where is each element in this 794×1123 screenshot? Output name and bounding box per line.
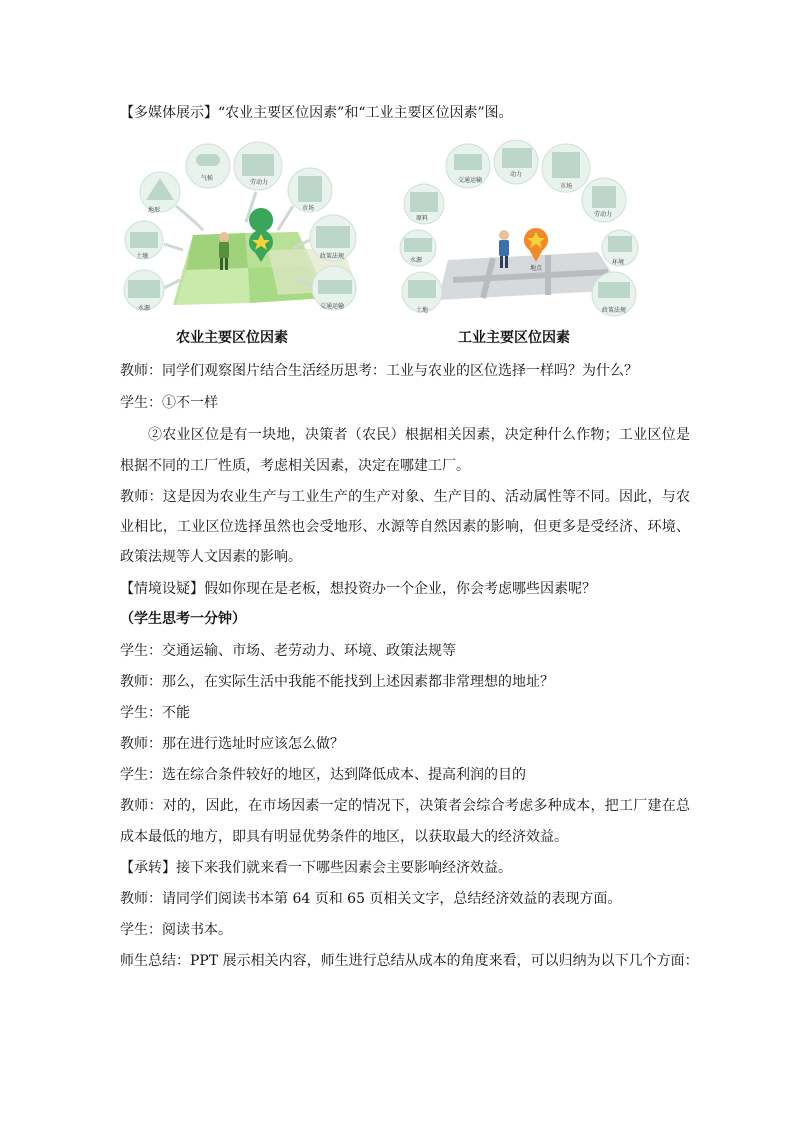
indu-label-policy: 政策法规: [602, 307, 627, 314]
indu-label-land: 土地: [416, 307, 429, 314]
line-teacher-2: 教师：这是因为农业生产与工业生产的生产对象、生产目的、活动属性等不同。因此，与农业相比，工业区位选择虽然也会受地形、水源等自然因素的影响，但更多是受经济、环境、政策法规等人文因素的影响。: [120, 489, 690, 565]
agri-label-soil: 土壤: [136, 253, 149, 260]
transition-bracket: 【承转】: [120, 860, 176, 876]
agri-label-water: 水源: [138, 305, 151, 312]
agriculture-illustration: [118, 140, 378, 320]
line-think: （学生思考一分钟）: [120, 611, 246, 627]
agriculture-caption: 农业主要区位因素: [176, 330, 288, 346]
line-teacher-4: 教师：那在进行选址时应该怎么做？: [120, 736, 344, 752]
indu-label-power: 动力: [510, 171, 523, 178]
line-student-5: 学生：选在综合条件较好的地区，达到降低成本、提高利润的目的: [120, 767, 526, 783]
line-scenario: [120, 574, 690, 605]
line-teacher-5: 教师：对的，因此，在市场因素一定的情况下，决策者会综合考虑多种成本，把工厂建在总成本最低的地方，即具有明显优势条件的地区，以获取最大的经济效益。: [120, 798, 690, 845]
industry-illustration: [398, 140, 648, 320]
intro-line: [120, 98, 690, 129]
agri-label-terrain: 地形: [148, 207, 161, 214]
industry-figure: [398, 140, 648, 320]
line-student-1: 学生：①不一样: [120, 395, 218, 411]
scenario-text: 假如你现在是老板，想投资办一个企业，你会考虑哪些因素呢？: [204, 581, 596, 597]
agri-label-climate: 气候: [201, 175, 214, 182]
line-teacher-1: 教师：同学们观察图片结合生活经历思考：工业与农业的区位选择一样吗？为什么？: [120, 363, 638, 379]
agri-label-market: 市场: [302, 205, 315, 212]
indu-label-transport: 交通运输: [458, 177, 483, 184]
line-transition: [120, 853, 690, 884]
intro-text: “农业主要区位因素”和“工业主要区位因素”图。: [218, 105, 513, 121]
agri-label-transport: 交通运输: [320, 303, 345, 310]
indu-label-site: 地点: [530, 265, 543, 272]
agri-label-labor: 劳动力: [250, 179, 269, 186]
indu-label-labor: 劳动力: [594, 211, 613, 218]
line-teacher-6: 教师：请同学们阅读书本第 64 页和 65 页相关文字，总结经济效益的表现方面。: [120, 891, 622, 907]
line-student-2: ②农业区位是有一块地，决策者（农民）根据相关因素，决定种什么作物；工业区位是根据不同的工厂性质，考虑相关因素，决定在哪建工厂。: [120, 427, 690, 474]
line-summary: 师生总结：PPT 展示相关内容，师生进行总结从成本的角度来看，可以归纳为以下几个方面：: [120, 953, 699, 969]
indu-label-water: 水源: [410, 257, 423, 264]
line-student-3: 学生：交通运输、市场、老劳动力、环境、政策法规等: [120, 643, 456, 659]
indu-label-market: 市场: [560, 183, 573, 190]
indu-label-material: 原料: [416, 215, 429, 222]
line-teacher-3: 教师：那么，在实际生活中我能不能找到上述因素都非常理想的地址？: [120, 674, 554, 690]
industry-caption: 工业主要区位因素: [458, 330, 570, 346]
transition-text: 接下来我们就来看一下哪些因素会主要影响经济效益。: [176, 860, 512, 876]
line-student-4: 学生：不能: [120, 705, 190, 721]
intro-bracket: 【多媒体展示】: [120, 105, 218, 121]
indu-label-environment: 环境: [612, 259, 625, 266]
scenario-bracket: 【情境设疑】: [120, 581, 204, 597]
line-student-6: 学生：阅读书本。: [120, 922, 232, 938]
agriculture-figure: [118, 140, 378, 320]
agri-label-policy: 政策法规: [320, 253, 345, 260]
